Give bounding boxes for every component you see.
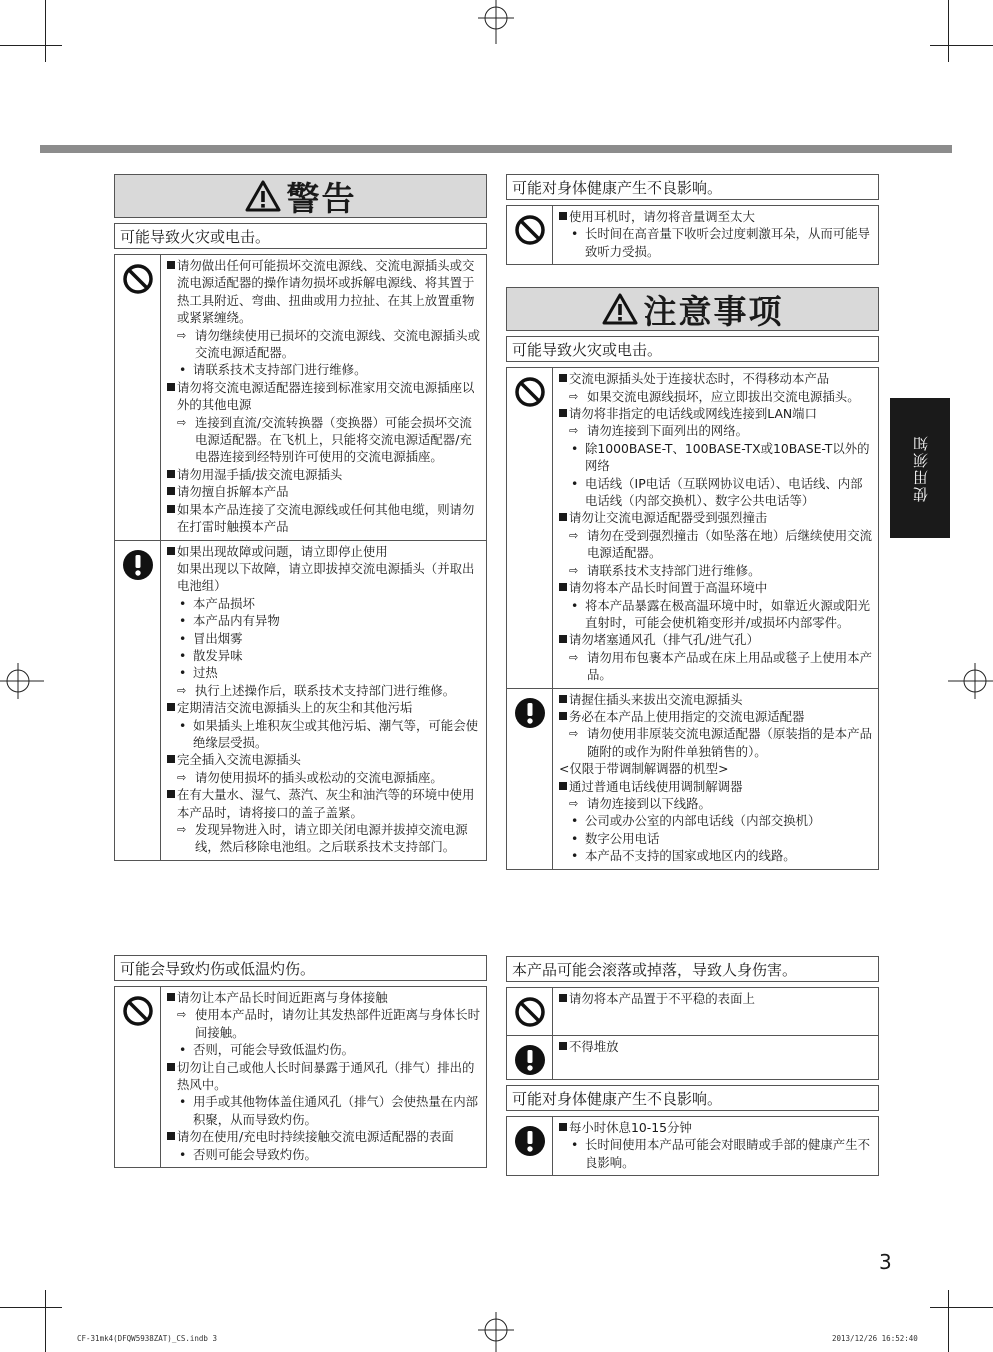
footer-file: CF-31mk4(DFQW5938ZAT)_CS.indb 3 bbox=[77, 1334, 217, 1343]
instruction-item: 不得堆放 bbox=[559, 1038, 873, 1055]
section-heading: 可能导致火灾或电击。 bbox=[114, 223, 487, 249]
instruction-detail: ⇨ 请勿在受到强烈撞击（如坠落在地）后继续使用交流电源适配器。 bbox=[559, 527, 873, 562]
instruction-list bbox=[161, 255, 486, 540]
instruction-item: 请勿用湿手插/拔交流电源插头 bbox=[167, 466, 481, 483]
registration-mark bbox=[470, 0, 522, 45]
instruction-detail: • 除1000BASE-T、100BASE-TX或10BASE-T以外的网络 bbox=[559, 440, 873, 475]
mandatory-block bbox=[114, 540, 487, 861]
instruction-item: 请勿擅自拆解本产品 bbox=[167, 483, 481, 500]
crop-mark bbox=[930, 1307, 993, 1308]
caution-title: 注意事项 bbox=[643, 291, 784, 331]
prohibition-icon bbox=[122, 995, 154, 1027]
instruction-detail: • 冒出烟雾 bbox=[167, 630, 481, 647]
instruction-list bbox=[553, 206, 878, 264]
instruction-item: 请勿堵塞通风孔（排气孔/进气孔） bbox=[559, 631, 873, 648]
instruction-item: 定期清洁交流电源插头上的灰尘和其他污垢 bbox=[167, 699, 481, 716]
crop-mark bbox=[930, 45, 993, 46]
instruction-list bbox=[553, 1036, 878, 1079]
instruction-detail: • 长时间在高音量下收听会过度刺激耳朵，从而可能导致听力受损。 bbox=[559, 225, 873, 260]
registration-mark bbox=[470, 1312, 522, 1352]
footer-timestamp: 2013/12/26 16:52:40 bbox=[832, 1334, 918, 1343]
crop-mark bbox=[45, 1290, 46, 1352]
instruction-detail: • 请联系技术支持部门进行维修。 bbox=[167, 361, 481, 378]
crop-mark bbox=[0, 1307, 62, 1308]
mandatory-block bbox=[506, 688, 879, 870]
exclamation-icon bbox=[122, 549, 154, 581]
crop-mark bbox=[948, 1290, 949, 1352]
instruction-list bbox=[553, 1117, 878, 1175]
instruction-list bbox=[553, 368, 878, 687]
instruction-item: 如果本产品连接了交流电源线或任何其他电缆，则请勿在打雷时触摸本产品 bbox=[167, 501, 481, 536]
prohibition-block bbox=[506, 367, 879, 688]
instruction-item: 使用耳机时，请勿将音量调至太大 bbox=[559, 208, 873, 225]
instruction-detail: ⇨ 如果交流电源线损坏，应立即拔出交流电源插头。 bbox=[559, 388, 873, 405]
instruction-detail: • 数字公用电话 bbox=[559, 830, 873, 847]
mandatory-block bbox=[506, 1035, 879, 1080]
instruction-item: 请勿让交流电源适配器受到强烈撞击 bbox=[559, 509, 873, 526]
instruction-item: 请勿在使用/充电时持续接触交流电源适配器的表面 bbox=[167, 1128, 481, 1145]
prohibition-icon bbox=[514, 996, 546, 1028]
instruction-detail: <仅限于带调制解调器的机型> bbox=[559, 761, 729, 777]
instruction-list bbox=[553, 689, 878, 869]
prohibition-icon bbox=[122, 263, 154, 295]
crop-mark bbox=[45, 0, 46, 62]
section-heading: 可能对身体健康产生不良影响。 bbox=[506, 174, 879, 200]
instruction-detail: ⇨ 请勿用布包裹本产品或在床上用品或毯子上使用本产品。 bbox=[559, 649, 873, 684]
instruction-detail: • 本产品不支持的国家或地区内的线路。 bbox=[559, 847, 873, 864]
instruction-list bbox=[553, 988, 878, 1035]
instruction-item: 在有大量水、湿气、蒸汽、灰尘和油汽等的环境中使用本产品时，请将接口的盖子盖紧。 bbox=[167, 786, 481, 821]
prohibition-block bbox=[114, 986, 487, 1168]
section-heading: 可能会导致灼伤或低温灼伤。 bbox=[114, 955, 487, 981]
instruction-detail: • 散发异味 bbox=[167, 647, 481, 664]
warning-triangle-icon bbox=[602, 293, 638, 325]
instruction-detail: • 否则，可能会导致低温灼伤。 bbox=[167, 1041, 481, 1058]
registration-mark bbox=[948, 655, 993, 707]
instruction-detail: ⇨ 请勿连接到以下线路。 bbox=[559, 795, 873, 812]
instruction-detail: ⇨ 使用本产品时，请勿让其发热部件近距离与身体长时间接触。 bbox=[167, 1006, 481, 1041]
instruction-item: 请勿让本产品长时间近距离与身体接触 bbox=[167, 989, 481, 1006]
instruction-detail: 如果出现以下故障，请立即拔掉交流电源插头（并取出电池组） bbox=[177, 560, 475, 594]
instruction-detail: ⇨ 请勿连接到下面列出的网络。 bbox=[559, 422, 873, 439]
instruction-item: 请握住插头来拔出交流电源插头 bbox=[559, 691, 873, 708]
instruction-detail: • 公司或办公室的内部电话线（内部交换机） bbox=[559, 812, 873, 829]
section-heading: 本产品可能会滚落或掉落，导致人身伤害。 bbox=[506, 956, 879, 982]
instruction-item: 请勿将交流电源适配器连接到标准家用交流电源插座以外的其他电源 bbox=[167, 379, 481, 414]
instruction-item: 请勿将非指定的电话线或网线连接到LAN端口 bbox=[559, 405, 873, 422]
instruction-item: 通过普通电话线使用调制解调器 bbox=[559, 778, 873, 795]
section-heading: 可能对身体健康产生不良影响。 bbox=[506, 1085, 879, 1111]
section-tab bbox=[890, 398, 950, 538]
warning-banner bbox=[114, 174, 487, 218]
instruction-detail: ⇨ 请联系技术支持部门进行维修。 bbox=[559, 562, 873, 579]
instruction-detail: • 否则可能会导致灼伤。 bbox=[167, 1146, 481, 1163]
instruction-item: 交流电源插头处于连接状态时，不得移动本产品 bbox=[559, 370, 873, 387]
right-column bbox=[506, 169, 879, 870]
instruction-list bbox=[161, 987, 486, 1167]
instruction-item: 切勿让自己或他人长时间暴露于通风孔（排气）排出的热风中。 bbox=[167, 1059, 481, 1094]
prohibition-icon bbox=[514, 214, 546, 246]
prohibition-block bbox=[114, 254, 487, 541]
instruction-detail: • 本产品损坏 bbox=[167, 595, 481, 612]
instruction-detail: • 如果插头上堆积灰尘或其他污垢、潮气等，可能会使绝缘层受损。 bbox=[167, 717, 481, 752]
instruction-detail: • 本产品内有异物 bbox=[167, 612, 481, 629]
right-column-lower bbox=[506, 951, 879, 1176]
prohibition-block bbox=[506, 987, 879, 1036]
left-column bbox=[114, 174, 487, 861]
instruction-detail: ⇨ 请勿使用损坏的插头或松动的交流电源插座。 bbox=[167, 769, 481, 786]
page-number: 3 bbox=[879, 1250, 892, 1274]
mandatory-block bbox=[506, 1116, 879, 1176]
instruction-item: 每小时休息10-15分钟 bbox=[559, 1119, 873, 1136]
instruction-detail: ⇨ 执行上述操作后，联系技术支持部门进行维修。 bbox=[167, 682, 481, 699]
instruction-item: 务必在本产品上使用指定的交流电源适配器 bbox=[559, 708, 873, 725]
instruction-detail: • 将本产品暴露在极高温环境中时，如靠近火源或阳光直射时，可能会使机箱变形并/或损坏内部零件。 bbox=[559, 597, 873, 632]
section-heading: 可能导致火灾或电击。 bbox=[506, 336, 879, 362]
instruction-detail: • 电话线（IP电话（互联网协议电话）、电话线、内部电话线（内部交换机）、数字公共电话等） bbox=[559, 475, 873, 510]
crop-mark bbox=[0, 45, 62, 46]
prohibition-block bbox=[506, 205, 879, 265]
exclamation-icon bbox=[514, 697, 546, 729]
warning-title: 警告 bbox=[286, 178, 357, 218]
instruction-detail: ⇨ 发现异物进入时，请立即关闭电源并拔掉交流电源线，然后移除电池组。之后联系技术支持部门。 bbox=[167, 821, 481, 856]
exclamation-icon bbox=[514, 1125, 546, 1157]
header-rule bbox=[40, 145, 952, 153]
instruction-detail: ⇨ 连接到直流/交流转换器（变换器）可能会损坏交流电源适配器。在飞机上，只能将交流电源适配器/充电器连接到经特别许可使用的交流电源插座。 bbox=[167, 414, 481, 466]
caution-banner bbox=[506, 287, 879, 331]
instruction-detail: ⇨ 请勿继续使用已损坏的交流电源线、交流电源插头或交流电源适配器。 bbox=[167, 327, 481, 362]
instruction-list bbox=[161, 541, 486, 860]
prohibition-icon bbox=[514, 376, 546, 408]
instruction-item: 请勿将本产品长时间置于高温环境中 bbox=[559, 579, 873, 596]
instruction-item: 完全插入交流电源插头 bbox=[167, 751, 481, 768]
instruction-detail: ⇨ 请勿使用非原装交流电源适配器（原装指的是本产品随附的或作为附件单独销售的）。 bbox=[559, 725, 873, 760]
instruction-item: 请勿做出任何可能损坏交流电源线、交流电源插头或交流电源适配器的操作请勿损坏或拆解电源线、将其置于热工具附近、弯曲、扭曲或用力拉扯、在其上放置重物或紧紧缠绕。 bbox=[167, 257, 481, 327]
crop-mark bbox=[948, 0, 949, 62]
left-column-lower bbox=[114, 950, 487, 1168]
instruction-detail: • 用手或其他物体盖住通风孔（排气）会使热量在内部积聚，从而导致灼伤。 bbox=[167, 1093, 481, 1128]
warning-triangle-icon bbox=[245, 180, 281, 212]
instruction-detail: • 过热 bbox=[167, 664, 481, 681]
instruction-detail: • 长时间使用本产品可能会对眼睛或手部的健康产生不良影响。 bbox=[559, 1136, 873, 1171]
exclamation-icon bbox=[514, 1044, 546, 1076]
section-tab-label: 使用须知 bbox=[911, 434, 930, 502]
registration-mark bbox=[0, 655, 45, 707]
instruction-item: 如果出现故障或问题，请立即停止使用 bbox=[167, 543, 481, 560]
instruction-item: 请勿将本产品置于不平稳的表面上 bbox=[559, 990, 873, 1007]
